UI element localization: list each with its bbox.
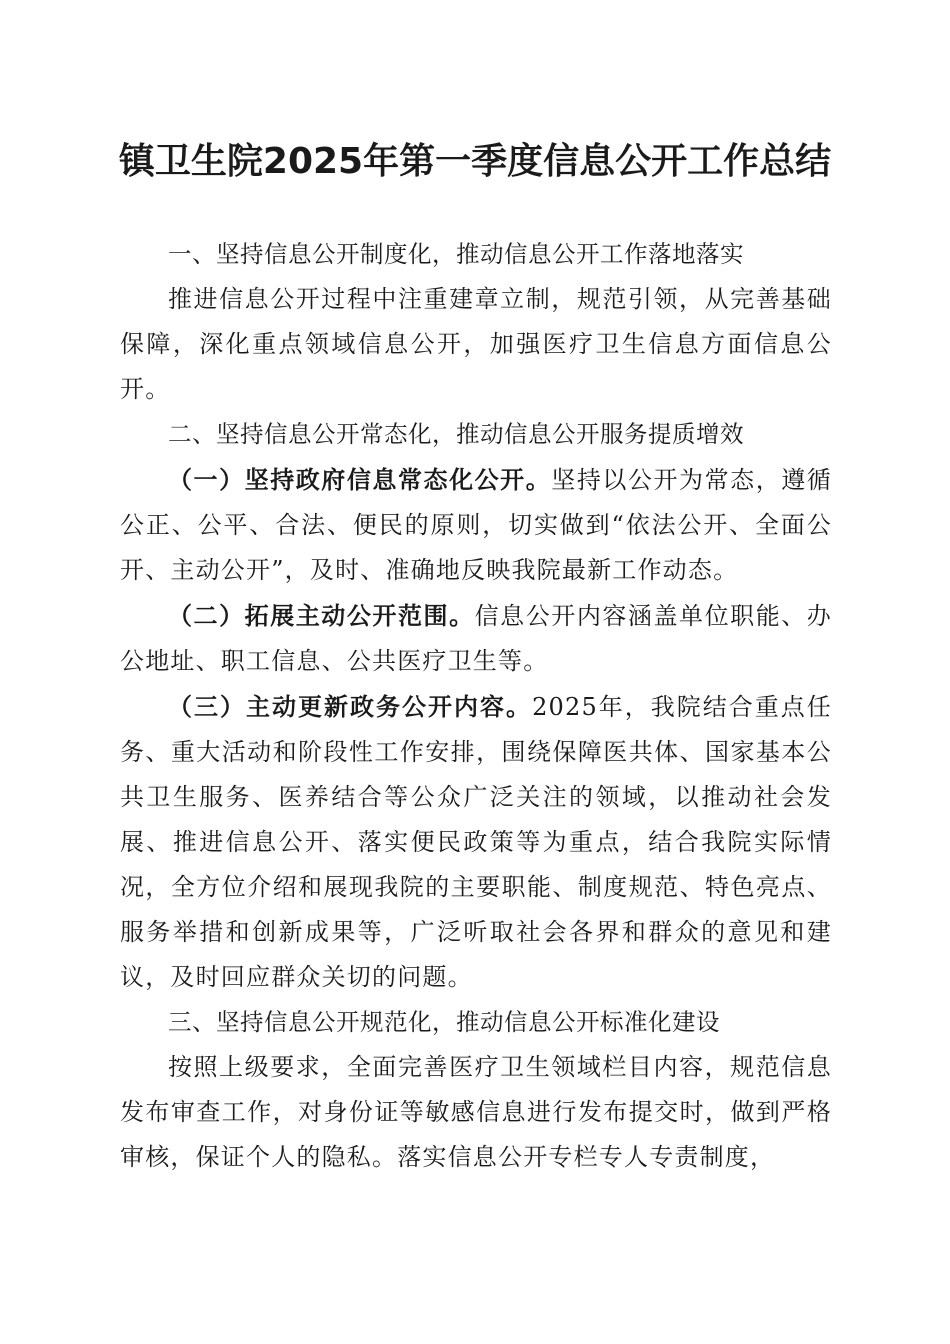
item-3-lead: （三）主动更新政务公开内容。	[168, 692, 533, 721]
document-body	[120, 232, 832, 1180]
item-3-text: 2025年，我院结合重点任务、重大活动和阶段性工作安排，围绕保障医共体、国家基本公共卫生服务、医养结合等公众广泛关注的领域，以推动社会发展、推进信息公开、落实便民政策等为重点，结合我院实际情况，全方位介绍和展现我院的主要职能、制度规范、特色亮点、服务举措和创新成果等，广泛听取社会各界和群众的意见和建议，及时回应群众关切的问题。	[120, 693, 832, 991]
item-2-text: 信息公开内容涵盖单位职能、办公地址、职工信息、公共医疗卫生等。	[120, 602, 832, 675]
section-2-item-2	[120, 593, 832, 684]
section-3-paragraph: 按照上级要求，全面完善医疗卫生领域栏目内容，规范信息发布审查工作，对身份证等敏感信息进行发布提交时，做到严格审核，保证个人的隐私。落实信息公开专栏专人专责制度，	[120, 1053, 832, 1171]
section-2-item-3	[120, 684, 832, 1000]
section-1-heading: 一、坚持信息公开制度化，推动信息公开工作落地落实	[168, 240, 744, 268]
item-2-lead: （二）拓展主动公开范围。	[168, 601, 475, 630]
section-3-heading: 三、坚持信息公开规范化，推动信息公开标准化建设	[168, 1008, 720, 1036]
document-title: 镇卫生院2025年第一季度信息公开工作总结	[118, 141, 832, 182]
item-1-lead: （一）坚持政府信息常态化公开。	[168, 465, 552, 494]
section-1-paragraph: 推进信息公开过程中注重建章立制，规范引领，从完善基础保障，深化重点领域信息公开，加强医疗卫生信息方面信息公开。	[120, 285, 832, 403]
item-1-text: 坚持以公开为常态，遵循公正、公平、合法、便民的原则，切实做到“依法公开、全面公开、主动公开”，及时、准确地反映我院最新工作动态。	[120, 466, 832, 584]
section-2-item-1	[120, 457, 832, 593]
section-2-heading: 二、坚持信息公开常态化，推动信息公开服务提质增效	[168, 420, 744, 448]
